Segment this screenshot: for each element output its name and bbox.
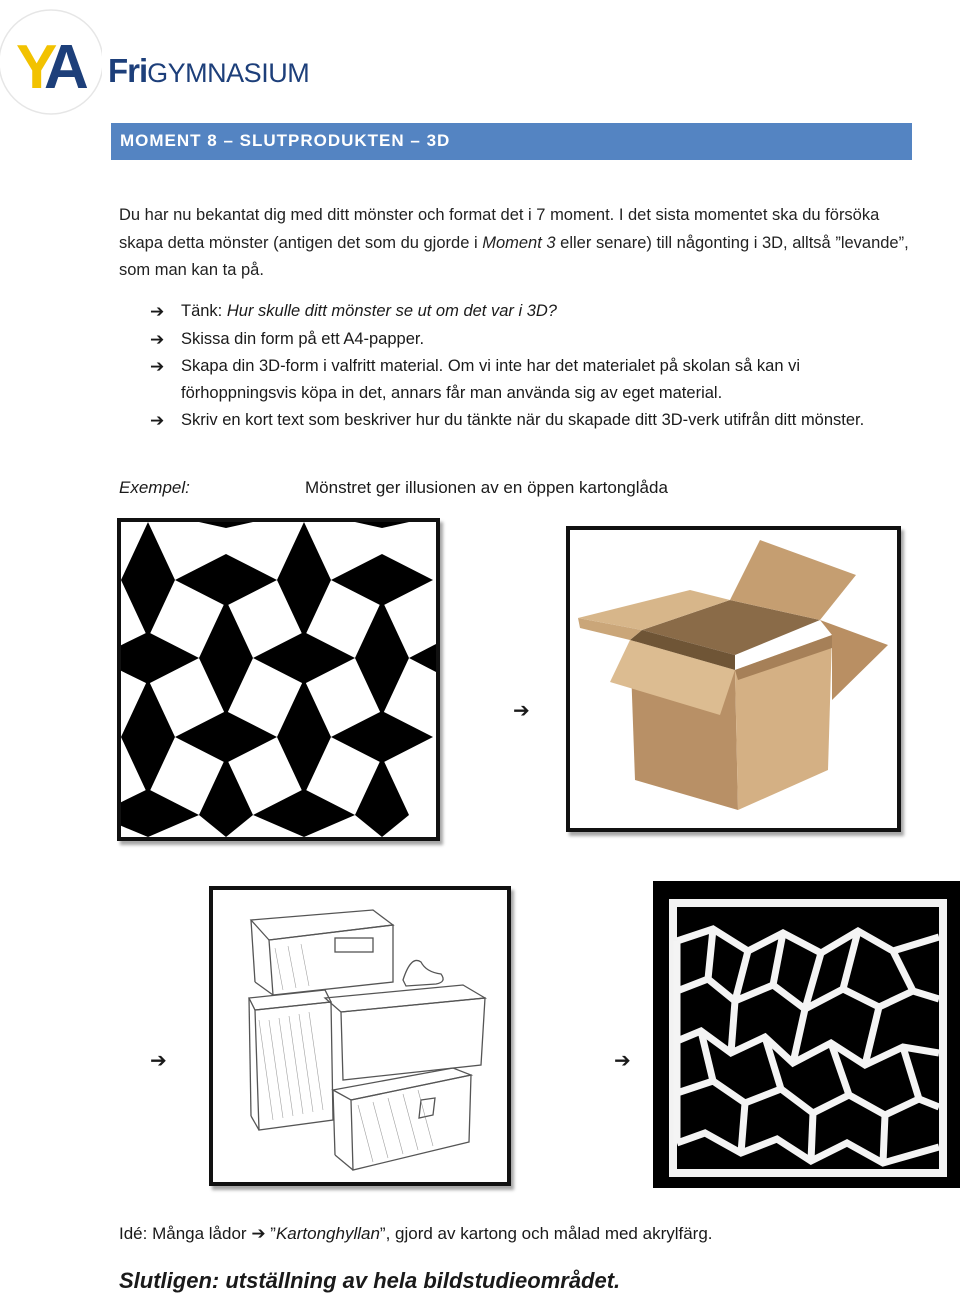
instruction-italic: Hur skulle ditt mönster se ut om det var i 3D? <box>226 302 557 320</box>
intro-paragraph <box>119 202 909 285</box>
instruction-prefix: Tänk: <box>181 302 227 320</box>
cardboard-box-graphic <box>570 530 897 828</box>
intro-text-1: Du har nu bekantat dig med ditt mönster och format det i 7 moment. I det sista momentet ska du försöka skapa detta mönster (antigen det som du gjorde i <box>119 206 880 252</box>
instruction-text: Skapa din 3D-form i valfritt material. Om vi inte har det materialet på skolan så kan vi förhoppningsvis köpa in det, annars får man använda sig av eget material. <box>181 357 800 402</box>
arrow-icon: ➔ <box>513 700 530 722</box>
idea-suffix: ”, gjord av kartong och målad med akrylfärg. <box>379 1224 713 1243</box>
frigymnasium-logo <box>108 52 309 92</box>
instruction-item-1 <box>150 298 910 325</box>
page-title: MOMENT 8 – SLUTPRODUKTEN – 3D <box>120 131 451 150</box>
logo-fri-text: Fri <box>108 52 148 89</box>
idea-prefix: Idé: Många lådor <box>119 1224 252 1243</box>
logo-gymnasium-text: GYMNASIUM <box>147 58 310 88</box>
ya-logo <box>0 0 102 118</box>
idea-italic: Kartonghyllan <box>275 1224 380 1243</box>
final-heading: Slutligen: utställning av hela bildstudieområdet. <box>119 1268 621 1293</box>
diamond-pattern-image <box>117 518 440 841</box>
example-label: Exempel: <box>119 478 190 497</box>
pencil-sketch-image <box>209 886 511 1186</box>
svg-text:A: A <box>44 33 89 102</box>
instruction-item-4 <box>150 407 910 434</box>
arrow-icon: ➔ <box>150 1050 167 1072</box>
intro-text-2: eller senare) till någonting i 3D, alltså ”levande”, som man kan ta på. <box>119 233 909 279</box>
instruction-item-2 <box>150 326 910 353</box>
shelf-graphic <box>653 881 960 1188</box>
arrow-icon: ➔ <box>150 357 165 376</box>
intro-italic: Moment 3 <box>482 233 556 252</box>
idea-caption <box>119 1224 713 1244</box>
instruction-item-3 <box>150 353 910 407</box>
example-caption: Mönstret ger illusionen av en öppen kartonglåda <box>305 478 668 497</box>
idea-quote-open: ” <box>265 1224 276 1243</box>
instruction-text: Skriv en kort text som beskriver hur du tänkte när du skapade ditt 3D-verk utifrån ditt mönster. <box>181 411 865 429</box>
arrow-icon: ➔ <box>251 1224 266 1243</box>
cardboard-shelf-image <box>653 881 960 1188</box>
instruction-text: Skissa din form på ett A4-papper. <box>181 330 425 348</box>
arrow-icon: ➔ <box>150 302 165 321</box>
arrow-icon: ➔ <box>150 411 165 430</box>
sketch-boxes-graphic <box>213 890 507 1182</box>
section-title-bar <box>111 123 912 160</box>
svg-text:Y: Y <box>16 33 52 102</box>
arrow-icon: ➔ <box>150 330 165 349</box>
diamond-pattern-graphic <box>121 522 436 837</box>
instruction-list <box>150 298 910 434</box>
cardboard-box-image <box>566 526 901 832</box>
arrow-icon: ➔ <box>614 1050 631 1072</box>
